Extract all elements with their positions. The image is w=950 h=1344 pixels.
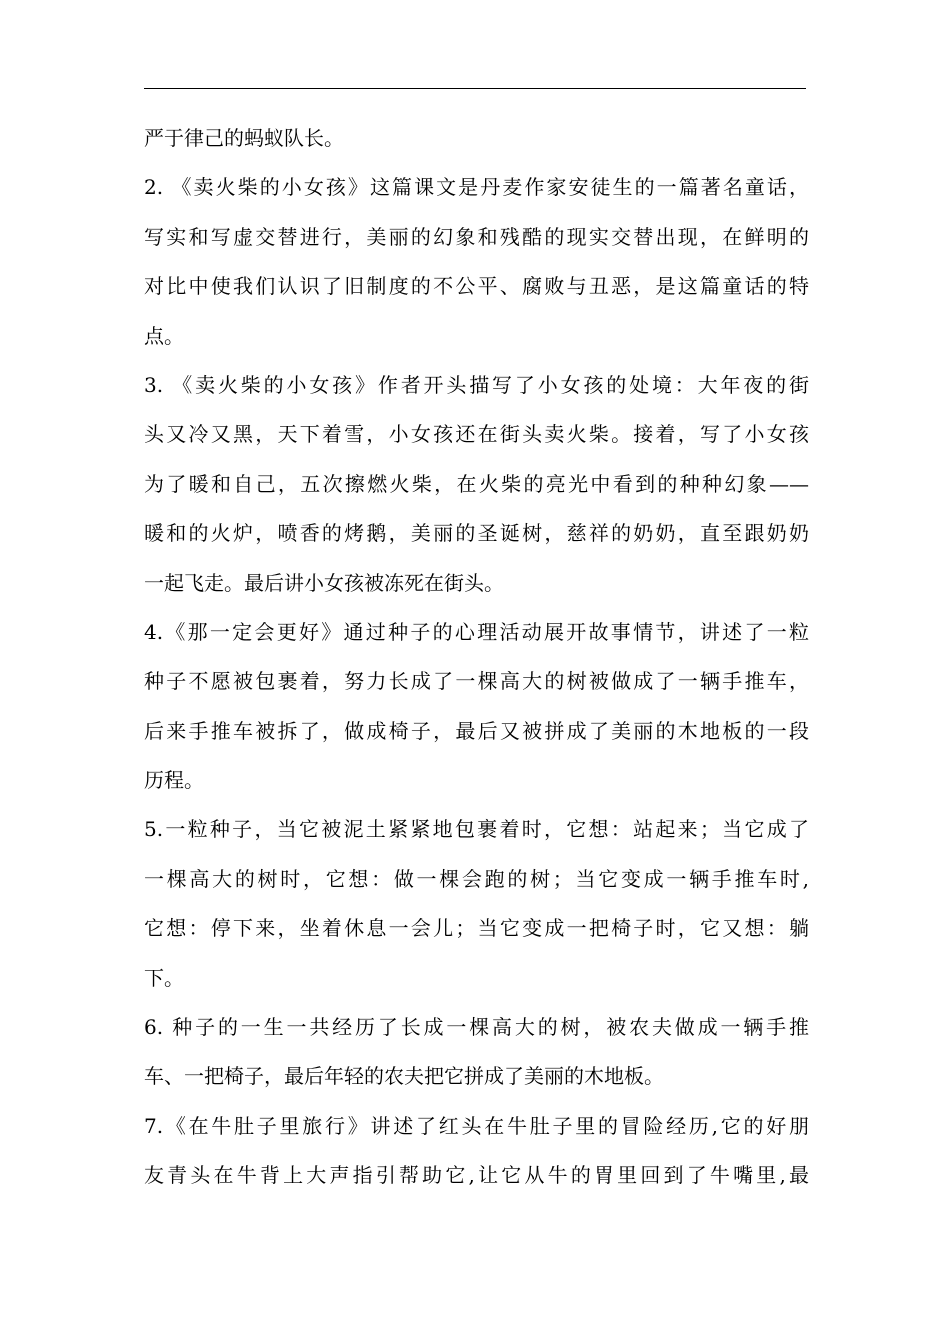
text-line: 对比中使我们认识了旧制度的不公平、腐败与丑恶，是这篇童话的特 (144, 274, 809, 299)
text-line: 头又冷又黑，天下着雪，小女孩还在街头卖火柴。接着，写了小女孩 (144, 422, 809, 447)
header-rule (144, 88, 806, 89)
text-line: 种子不愿被包裹着，努力长成了一棵高大的树被做成了一辆手推车， (144, 669, 809, 694)
text-line: 严于律己的蚂蚁队长。 (144, 126, 344, 150)
body-text (144, 114, 809, 1201)
text-line: 它想：停下来，坐着休息一会儿；当它变成一把椅子时，它又想：躺 (144, 916, 809, 941)
text-line: 暖和的火炉，喷香的烤鹅，美丽的圣诞树，慈祥的奶奶，直至跟奶奶 (144, 521, 809, 546)
text-line: 点。 (144, 323, 184, 348)
text-line: 一起飞走。最后讲小女孩被冻死在街头。 (144, 570, 504, 595)
text-line: 一棵高大的树时，它想：做一棵会跑的树；当它变成一辆手推车时, (144, 866, 809, 891)
text-line: 写实和写虚交替进行，美丽的幻象和残酷的现实交替出现，在鲜明的 (144, 224, 809, 249)
text-line: 为了暖和自己，五次擦燃火柴，在火柴的亮光中看到的种种幻象—— (144, 471, 809, 496)
text-line: 2. 《卖火柴的小女孩》这篇课文是丹麦作家安徒生的一篇著名童话， (144, 175, 809, 200)
text-line: 4.《那一定会更好》通过种子的心理活动展开故事情节，讲述了一粒 (144, 619, 809, 644)
text-line: 后来手推车被拆了，做成椅子，最后又被拼成了美丽的木地板的一段 (144, 718, 809, 743)
text-line: 车、一把椅子，最后年轻的农夫把它拼成了美丽的木地板。 (144, 1064, 664, 1089)
text-line: 历程。 (144, 768, 204, 793)
text-line: 友青头在牛背上大声指引帮助它,让它从牛的胃里回到了牛嘴里,最 (144, 1163, 809, 1188)
text-line: 下。 (144, 965, 184, 990)
text-line: 5.一粒种子，当它被泥土紧紧地包裹着时，它想：站起来；当它成了 (144, 817, 809, 842)
text-line: 6. 种子的一生一共经历了长成一棵高大的树，被农夫做成一辆手推 (144, 1015, 809, 1040)
text-line: 3. 《卖火柴的小女孩》作者开头描写了小女孩的处境：大年夜的街 (144, 372, 809, 397)
text-line: 7.《在牛肚子里旅行》讲述了红头在牛肚子里的冒险经历,它的好朋 (144, 1113, 809, 1138)
